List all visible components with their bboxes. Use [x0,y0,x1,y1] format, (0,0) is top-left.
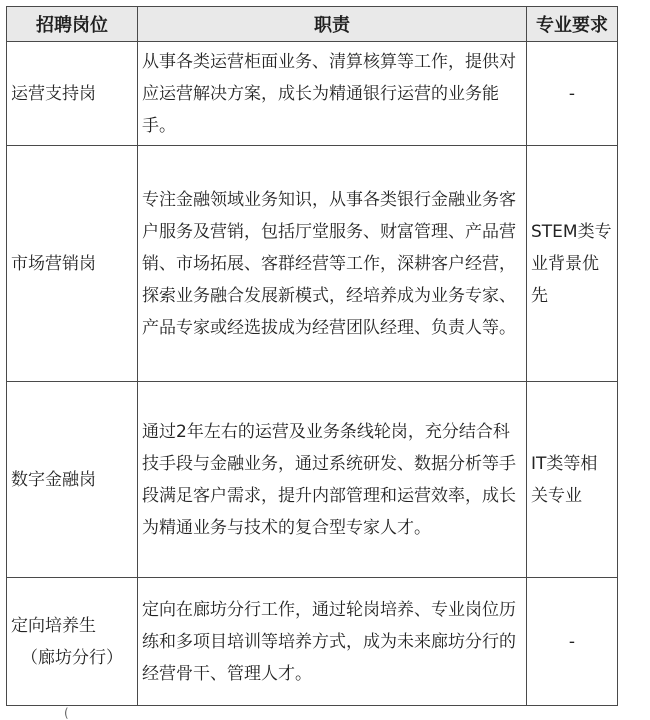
header-position: 招聘岗位 [7,7,138,42]
position-name: 定向培养生 [11,615,96,636]
header-requirement: 专业要求 [527,7,618,42]
position-cell [7,578,138,706]
position-cell: 市场营销岗 [7,146,138,382]
duties-cell: 定向在廊坊分行工作，通过轮岗培养、专业岗位历练和多项目培训等培养方式，成为未来廊坊分行的经营骨干、管理人才。 [138,578,527,706]
requirement-cell: IT类等相关专业 [527,382,618,578]
duties-cell: 从事各类运营柜面业务、清算核算等工作，提供对应运营解决方案，成长为精通银行运营的业务能手。 [138,42,527,146]
header-row [7,7,618,42]
requirement-cell: - [527,578,618,706]
table-row [7,578,618,706]
footer-mark: ( [64,706,69,720]
requirement-cell: - [527,42,618,146]
duties-cell: 通过2年左右的运营及业务条线轮岗，充分结合科技手段与金融业务，通过系统研发、数据分析等手段满足客户需求，提升内部管理和运营效率，成长为精通业务与技术的复合型专家人才。 [138,382,527,578]
position-cell: 数字金融岗 [7,382,138,578]
table-row [7,382,618,578]
header-duties: 职责 [138,7,527,42]
position-note: （廊坊分行） [21,647,123,668]
duties-cell: 专注金融领域业务知识，从事各类银行金融业务客户服务及营销，包括厅堂服务、财富管理、产品营销、市场拓展、客群经营等工作，深耕客户经营，探索业务融合发展新模式，经培养成为业务专家、产品专家或经选拔成为经营团队经理、负责人等。 [138,146,527,382]
recruitment-table [6,6,618,706]
table-row [7,42,618,146]
position-cell: 运营支持岗 [7,42,138,146]
requirement-cell: STEM类专业背景优先 [527,146,618,382]
table-row [7,146,618,382]
